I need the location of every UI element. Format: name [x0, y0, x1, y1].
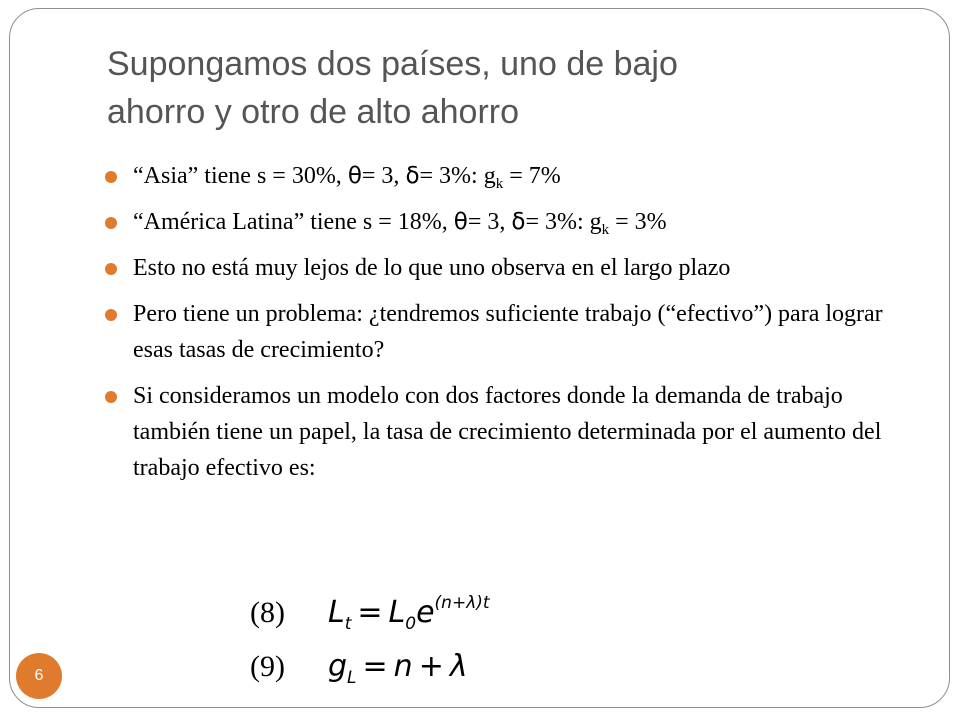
bullet-problema: Pero tiene un problema: ¿tendremos suficiente trabajo (“efectivo”) para lograr esas tasas de crecimiento? — [100, 296, 920, 368]
bullet-america-latina: “América Latina” tiene s = 18%, θ= 3, δ= 3%: $g_k = 3\%$ — [100, 204, 920, 240]
theta-symbol: θ — [453, 209, 468, 235]
slide-title — [107, 40, 907, 136]
delta-symbol: δ — [405, 163, 420, 189]
bullet-modelo: Si consideramos un modelo con dos factores donde la demanda de trabajo también tiene un papel, la tasa de crecimiento determinada por el aumento del trabajo efectivo es: — [100, 378, 920, 486]
bullet-list — [100, 158, 920, 486]
title-line-2: ahorro y otro de alto ahorro — [107, 93, 520, 131]
bullet-observacion: Esto no está muy lejos de lo que uno observa en el largo plazo — [100, 250, 920, 286]
equation-number: (9) — [250, 650, 285, 683]
bullet-asia: “Asia” tiene s = 30%, θ= 3, δ= 3%: $g_k = 7\%$ — [100, 158, 920, 194]
equation-expression: $L_t = L_0e^{(n+\lambda)t}$ — [328, 593, 490, 634]
title-line-1: Supongamos dos países, uno de bajo — [107, 45, 678, 83]
delta-symbol: δ — [511, 209, 526, 235]
equation-number: (8) — [250, 596, 285, 629]
equation-expression: $g_L = n + \lambda$ — [328, 649, 468, 688]
page-number-badge: 6 — [16, 653, 62, 699]
theta-symbol: θ — [347, 163, 362, 189]
